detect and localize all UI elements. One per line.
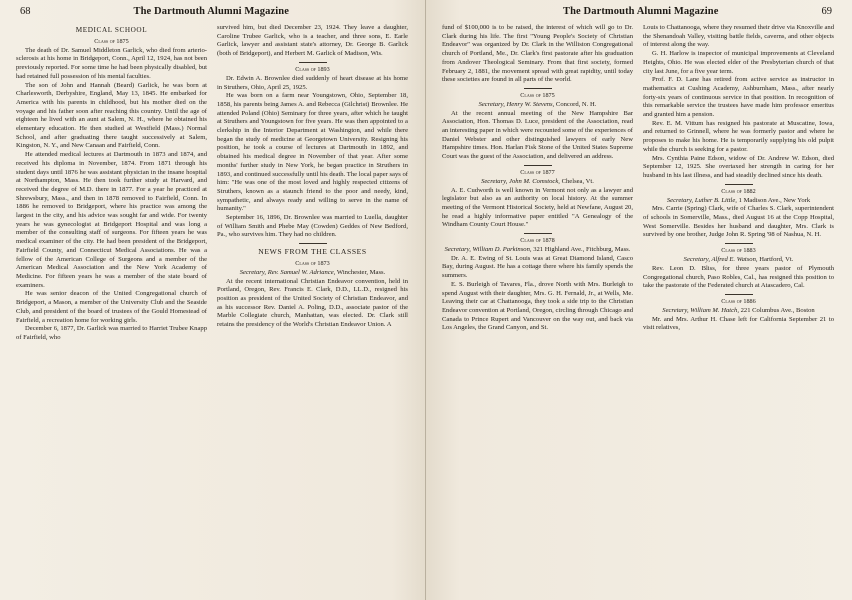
secretary-place: Concord, N. H.	[555, 100, 597, 108]
divider	[524, 88, 552, 89]
secretary-label: Secretary,	[239, 268, 267, 276]
paragraph-continued: survived him, but died December 23, 1924. They leave a daughter, Caroline Trubee Garlick, who is a teacher, and three sons, E. Earle Garlick, lawyer and assistant state's attorney, Dr. George B. Garlick (both of Bridgeport), and Herbert M. Garlick of Madison, Wis.	[217, 24, 408, 58]
paragraph: Mrs. Cynthia Paine Edson, widow of Dr. Andrew W. Edson, died September 12, 1925. She overtaxed her strength in caring for her husband in his last illness, and had steadily declined since his death.	[643, 154, 834, 179]
secretary-name: Secretary, William M. Hatch,	[662, 306, 739, 314]
paragraph: Mr. and Mrs. Arthur H. Chase left for California September 21 to visit relatives,	[643, 315, 834, 332]
paragraph: At the recent annual meeting of the New Hampshire Bar Association, Hon. Thomas D. Luce, president of the Association, read an interesting paper in which were recounted some of the experiences of Daniel Webster and other distinguished lawyers of early New Hampshire times. Hon. Harlan Fisk Stone of the United States Supreme Court was the guest of the Association, and delivered an address.	[442, 109, 633, 161]
paragraph: The son of John and Hannah (Beard) Garlick, he was born at Charlesworth, Derbyshire, England, May 13, 1845. He embarked for America with his parents in childhood, but his mother died on the voyage and his father soon after reaching this country. Until the age of eighteen he lived with an aunt at Salem, N. H., where he obtained his elementary education. He then studied at Westfield (Mass.) Normal School, and after graduating there taught successively at Salem, Kingston, N. Y., and New Canaan and Fairfield, Conn.	[16, 81, 207, 150]
right-column-2	[643, 24, 834, 333]
paragraph-continued: fund of $100,000 is to be raised, the interest of which will go to Dr. Clark during his life. The first "Young People's Society of Christian Endeavor" was organized by Dr. Clark in the Williston Congregational church of Portland, Me., Dr. Clark's first pastorate after his graduation from Andover Theological Seminary. From that first society, formed February 2, 1881, the movement spread with great rapidity, until today these societies are found in all parts of the world.	[442, 24, 633, 84]
secretary-line-1882	[643, 197, 834, 206]
secretary-line-1877	[442, 178, 633, 187]
right-running-head	[446, 6, 832, 20]
class-head-1875-medical: Class of 1875	[94, 37, 129, 45]
section-title-news-from-classes: NEWS FROM THE CLASSES	[258, 247, 367, 257]
left-column-1	[16, 24, 207, 343]
secretary-name: Secretary, Luther B. Little,	[666, 196, 737, 204]
divider	[524, 233, 552, 234]
left-column-2	[217, 24, 408, 343]
class-head-1886: Class of 1886	[721, 297, 756, 305]
secretary-place: 1 Madison Ave., New York	[738, 196, 811, 204]
paragraph: E. S. Burleigh of Tavares, Fla., drove North with Mrs. Burleigh to spend August with their daughter, Mrs. G. H. Fernald, Jr., at Wells, Me. Leaving their car at Chattanooga, they took a side trip to the Christian Endeavor convention at Portland, Oregon, circling through Chicago and Canada to Prince Rupert and Vancouver on the way out, and back via Los Angeles, the Grand Canyon, and St.	[442, 280, 633, 332]
secretary-name: Rev. Samuel W. Adriance,	[267, 268, 336, 276]
secretary-line-1878	[442, 246, 633, 255]
divider	[725, 294, 753, 295]
section-title-medical-school: MEDICAL SCHOOL	[75, 26, 148, 34]
secretary-place: 321 Highland Ave., Fitchburg, Mass.	[533, 246, 631, 254]
paragraph: He attended medical lectures at Dartmouth in 1873 and 1874, and received his diploma in November, 1874. From 1871 through his student days until 1876 he was assistant physician in the insane hospital at Northampton, Mass. He then took further study at Harvard, and received the degree of M.D. there in 1877. For a year he practiced at Shrewsbury, Mass., and then in 1878 removed to Fairfield, Conn. In 1886 he removed to Bridgeport, where his practice was among the largest in the city, and his advice was sought far and wide. For twenty years he was gynecologist at Bridgeport Hospital and was long a member of the consulting staff of surgeons. For fifteen years he was medical examiner of the city. He had been president of the Bridgeport, Fairfield County, and Connecticut Medical Associations. He was a fellow of the American College of Surgeons and a member of the American Medical Association and the New York Academy of Medicine. For fifteen years he was a member of the state board of examiners.	[16, 151, 207, 289]
secretary-name: Secretary, John M. Comstock,	[481, 177, 560, 185]
divider	[725, 243, 753, 244]
divider	[725, 184, 753, 185]
paragraph: September 16, 1896, Dr. Brownlee was married to Luella, daughter of William Smith and Phebe May (Cowden) Geddes of New Bedford, Pa., who survives him. They had no children.	[217, 214, 408, 239]
class-head-1883: Class of 1883	[721, 247, 756, 255]
divider	[524, 165, 552, 166]
right-page	[426, 0, 852, 600]
class-head-1878: Class of 1878	[520, 237, 555, 245]
paragraph: Dr. Edwin A. Brownlee died suddenly of heart disease at his home in Struthers, Ohio, April 25, 1925.	[217, 74, 408, 91]
paragraph: At the recent international Christian Endeavor convention, held in Portland, Oregon, Rev. Francis E. Clark, D.D., LL.D., resigned his position as president of the United Society of Christian Endeavor, and as his successor Rev. Daniel A. Poling, D.D., associate pastor of the Marble Collegiate church, Manhattan, was elected. Dr. Clark still retains the presidency of the World's Christian Endeavor Union. A	[217, 277, 408, 329]
paragraph: He was born on a farm near Youngstown, Ohio, September 18, 1858, his parents being James A. and Rebecca (Gilchrist) Brownlee. He attended Poland (Ohio) Seminary for three years, after which he taught at Struthers and Youngstown for five years. He was then appointed to a clerkship in the Interior Department at Washington, and while there began the study of medicine at Georgetown University. Resigning his position, he took a course of lectures at Dartmouth in 1892, and obtained his medical degree in November of that year. After some months' further study in New York, he began practice in Struthers in 1893, and continued successfully until his death. The local paper says of him: "He was one of the most loved and highly respected citizens of Struthers, known as a staunch friend to the poor and needy, kind, sympathetic, and always ready and willing to serve in the name of humanity."	[217, 92, 408, 213]
divider	[299, 62, 327, 63]
secretary-line-1875	[442, 101, 633, 110]
secretary-line-1883	[643, 256, 834, 265]
divider	[299, 243, 327, 244]
secretary-name: Secretary, Henry W. Stevens,	[478, 100, 555, 108]
secretary-place: Hartford, Vt.	[759, 256, 794, 264]
secretary-name: Secretary, Alfred E. Watson,	[683, 256, 758, 264]
paragraph: Mrs. Carrie (Spring) Clark, wife of Charles S. Clark, superintendent of schools in Somerville, Mass., died August 16 at the Copp Hospital, West Somerville. Besides her husband and daughter, Mrs. Clark is survived by one brother, Judge John R. Spring '98 of Nashua, N. H.	[643, 205, 834, 239]
left-page-number: 68	[20, 6, 31, 17]
secretary-place: Winchester, Mass.	[336, 268, 386, 276]
class-head-1873: Class of 1873	[295, 259, 330, 267]
left-running-title: The Dartmouth Alumni Magazine	[133, 6, 289, 17]
paragraph: G. H. Harlow is inspector of municipal improvements at Cleveland Heights, Ohio. He was elected elder of the Presbyterian church of that city last June, for a five year term.	[643, 50, 834, 75]
right-column-1	[442, 24, 633, 333]
class-head-1882: Class of 1882	[721, 187, 756, 195]
right-page-number: 69	[821, 6, 832, 17]
secretary-name: Secretary, William D. Parkinson,	[444, 246, 532, 254]
secretary-place: 221 Columbus Ave., Boston	[740, 306, 815, 314]
class-head-1877: Class of 1877	[520, 168, 555, 176]
secretary-line-1886	[643, 307, 834, 316]
paragraph-continued: Louis to Chattanooga, where they resumed their drive via Knoxville and the Shenandoah Valley, visiting battle fields, caverns, and other objects of interest along the way.	[643, 24, 834, 49]
right-running-title: The Dartmouth Alumni Magazine	[563, 6, 719, 17]
paragraph: The death of Dr. Samuel Middleton Garlick, who died from arterio-sclerosis at his home in Bridgeport, Conn., April 12, 1924, has not been previously reported. For some time he had been physically disabled, but had retained full possession of his mental faculties.	[16, 46, 207, 80]
paragraph: Rev. Leon D. Bliss, for three years pastor of Plymouth Congregational church, Paso Robles, Cal., has resigned this position to take the pastorate of the Federated church at Atascadero, Cal.	[643, 264, 834, 290]
paragraph: Dr. A. E. Ewing of St. Louis was at Great Diamond Island, Casco Bay, during August. He has a cottage there where his family spends the summers.	[442, 254, 633, 280]
left-running-head	[20, 6, 406, 20]
secretary-place: Chelsea, Vt.	[561, 177, 594, 185]
class-head-1875: Class of 1875	[520, 91, 555, 99]
paragraph: He was senior deacon of the United Congregational church of Bridgeport, a Mason, a member of the University Club and the Seaside Club, and president of the board of trustees of the Gould Homestead of Fairfield, a recreation home for working girls.	[16, 290, 207, 324]
secretary-line-1873	[217, 269, 408, 278]
paragraph: A. E. Cudworth is well known in Vermont not only as a lawyer and legislator but also as an authority on local history. At the summer meeting of the Vermont Historical Society, held at Newfane, August 20, he read a highly informative paper entitled "A Genealogy of the Windham County Court House."	[442, 186, 633, 229]
class-head-1893: Class of 1893	[295, 65, 330, 73]
paragraph: December 6, 1877, Dr. Garlick was married to Harriet Trubee Knapp of Fairfield, who	[16, 325, 207, 341]
paragraph: Prof. F. D. Lane has retired from active service as instructor in mathematics at Cushing Academy, Ashburnham, Mass., after nearly forty-six years of continuous service in that position. In recognition of this remarkable service the trustees have made him professor emeritus and granted him a pension.	[643, 76, 834, 119]
paragraph: Rev. E. M. Vittum has resigned his pastorate at Muscatine, Iowa, and returned to Grinnell, where he was formerly pastor and where he proposes to make his home. He is temporarily supplying his old pulpit while the church is seeking for a pastor.	[643, 119, 834, 153]
